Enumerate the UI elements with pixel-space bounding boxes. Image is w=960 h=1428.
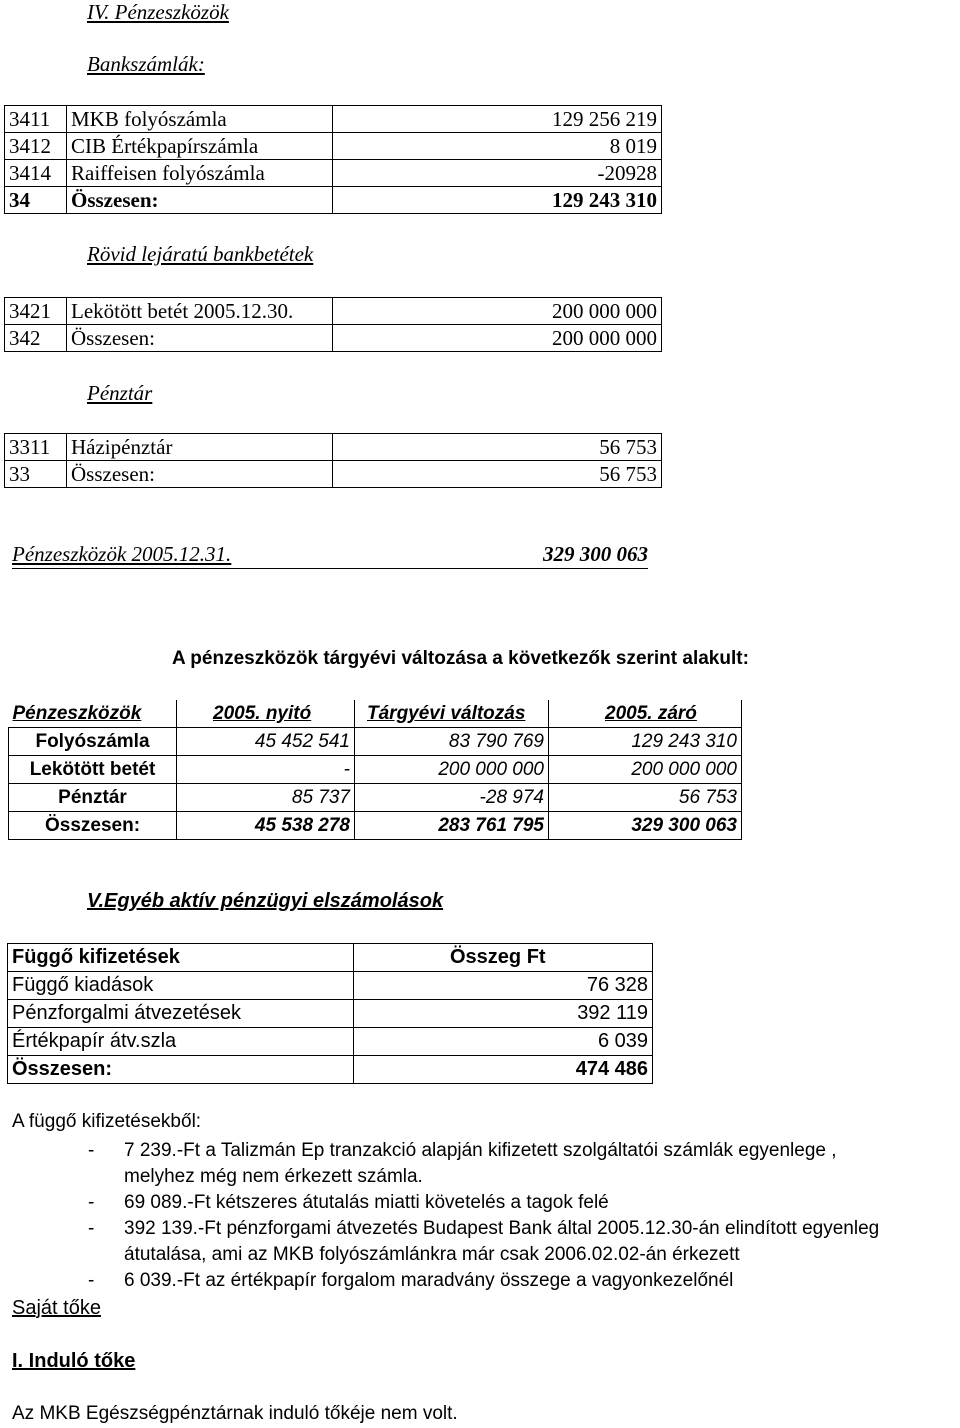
cash-table (4, 433, 662, 488)
account-name: Összesen: (67, 187, 333, 214)
row-amount: 76 328 (354, 972, 653, 1000)
account-name: CIB Értékpapírszámla (67, 133, 333, 160)
row-amount: 474 486 (354, 1056, 653, 1084)
account-code: 3412 (5, 133, 67, 160)
change-value: 200 000 000 (355, 756, 549, 784)
opening-value: 45 452 541 (177, 728, 355, 756)
bullet-dash: - (88, 1192, 95, 1213)
table-row (5, 106, 662, 133)
short-term-deposits-title: Rövid lejáratú bankbetétek (87, 242, 314, 266)
funds-total-amount: 329 300 063 (543, 542, 648, 566)
column-header: 2005. záró (549, 700, 742, 728)
column-header: Tárgyévi változás (355, 700, 549, 728)
table-row (5, 160, 662, 187)
row-label: Lekötött betét (9, 756, 177, 784)
bullet-dash: - (88, 1270, 95, 1291)
table-header-row (8, 944, 653, 972)
account-name: Raiffeisen folyószámla (67, 160, 333, 187)
bullet-dash: - (88, 1218, 95, 1239)
list-item (88, 1216, 960, 1268)
column-header: Pénzeszközök (9, 700, 177, 728)
note-text: melyhez még nem érkezett számla. (124, 1166, 423, 1187)
column-header: Függő kifizetések (8, 944, 354, 972)
table-row (9, 728, 742, 756)
note-text: 69 089.-Ft kétszeres átutalás miatti követelés a tagok felé (124, 1192, 609, 1213)
table-total-row (5, 461, 662, 488)
bank-accounts-table (4, 105, 662, 214)
table-row (8, 972, 653, 1000)
row-amount: 392 119 (354, 1000, 653, 1028)
change-value: 83 790 769 (355, 728, 549, 756)
list-item (88, 1190, 960, 1216)
account-code: 3411 (5, 106, 67, 133)
cash-title: Pénztár (87, 381, 153, 405)
table-total-row (5, 187, 662, 214)
equity-statement: Az MKB Egészségpénztárnak induló tőkéje nem volt. (12, 1403, 458, 1424)
table-row (9, 756, 742, 784)
bank-accounts-title: Bankszámlák: (87, 52, 205, 76)
account-name: Lekötött betét 2005.12.30. (67, 298, 333, 325)
account-amount: 200 000 000 (333, 298, 662, 325)
table-row (8, 1028, 653, 1056)
deposits-table (4, 297, 662, 352)
section-heading-other-assets: V.Egyéb aktív pénzügyi elszámolások (87, 890, 444, 912)
closing-value: 329 300 063 (549, 812, 742, 840)
account-amount: 129 243 310 (333, 187, 662, 214)
funds-change-table (8, 700, 742, 840)
note-text: 6 039.-Ft az értékpapír forgalom maradvány összege a vagyonkezelőnél (124, 1270, 734, 1291)
list-item (88, 1268, 960, 1294)
table-header-row (9, 700, 742, 728)
notes-intro: A függő kifizetésekből: (12, 1111, 202, 1132)
account-amount: 129 256 219 (333, 106, 662, 133)
table-row (5, 133, 662, 160)
column-header: Összeg Ft (354, 944, 653, 972)
row-label: Értékpapír átv.szla (8, 1028, 354, 1056)
pending-payments-table (7, 943, 653, 1084)
account-amount: 56 753 (333, 434, 662, 461)
account-amount: 56 753 (333, 461, 662, 488)
row-label: Összesen: (8, 1056, 354, 1084)
note-text: 7 239.-Ft a Talizmán Ep tranzakció alapján kifizetett szolgáltatói számlák egyenlege , (124, 1140, 837, 1161)
account-code: 342 (5, 325, 67, 352)
change-value: 283 761 795 (355, 812, 549, 840)
list-item (88, 1138, 960, 1190)
funds-total-label: Pénzeszközök 2005.12.31. (12, 542, 232, 566)
account-name: Házipénztár (67, 434, 333, 461)
opening-value: 45 538 278 (177, 812, 355, 840)
closing-value: 200 000 000 (549, 756, 742, 784)
account-code: 3311 (5, 434, 67, 461)
row-label: Pénztár (9, 784, 177, 812)
row-label: Függő kiadások (8, 972, 354, 1000)
opening-value: 85 737 (177, 784, 355, 812)
notes-list (88, 1138, 960, 1294)
table-row (5, 298, 662, 325)
account-code: 3414 (5, 160, 67, 187)
closing-value: 129 243 310 (549, 728, 742, 756)
note-text: átutalása, ami az MKB folyószámlánkra már csak 2006.02.02-án érkezett (124, 1244, 740, 1265)
equity-title: Saját tőke (12, 1297, 101, 1319)
account-name: MKB folyószámla (67, 106, 333, 133)
row-label: Pénzforgalmi átvezetések (8, 1000, 354, 1028)
opening-value: - (177, 756, 355, 784)
row-label: Összesen: (9, 812, 177, 840)
table-total-row (9, 812, 742, 840)
account-code: 34 (5, 187, 67, 214)
row-label: Folyószámla (9, 728, 177, 756)
account-name: Összesen: (67, 461, 333, 488)
table-row (8, 1000, 653, 1028)
table-row (5, 434, 662, 461)
account-amount: 8 019 (333, 133, 662, 160)
change-caption: A pénzeszközök tárgyévi változása a következők szerint alakult: (172, 648, 749, 669)
closing-value: 56 753 (549, 784, 742, 812)
row-amount: 6 039 (354, 1028, 653, 1056)
account-amount: 200 000 000 (333, 325, 662, 352)
initial-capital-title: I. Induló tőke (12, 1350, 136, 1372)
bullet-dash: - (88, 1140, 95, 1161)
funds-total-line (12, 542, 648, 569)
account-amount: -20928 (333, 160, 662, 187)
table-total-row (8, 1056, 653, 1084)
column-header: 2005. nyitó (177, 700, 355, 728)
table-total-row (5, 325, 662, 352)
change-value: -28 974 (355, 784, 549, 812)
table-row (9, 784, 742, 812)
account-code: 33 (5, 461, 67, 488)
account-name: Összesen: (67, 325, 333, 352)
note-text: 392 139.-Ft pénzforgami átvezetés Budapest Bank által 2005.12.30-án elindított egyenleg (124, 1218, 880, 1239)
section-heading-funds: IV. Pénzeszközök (87, 0, 229, 24)
account-code: 3421 (5, 298, 67, 325)
